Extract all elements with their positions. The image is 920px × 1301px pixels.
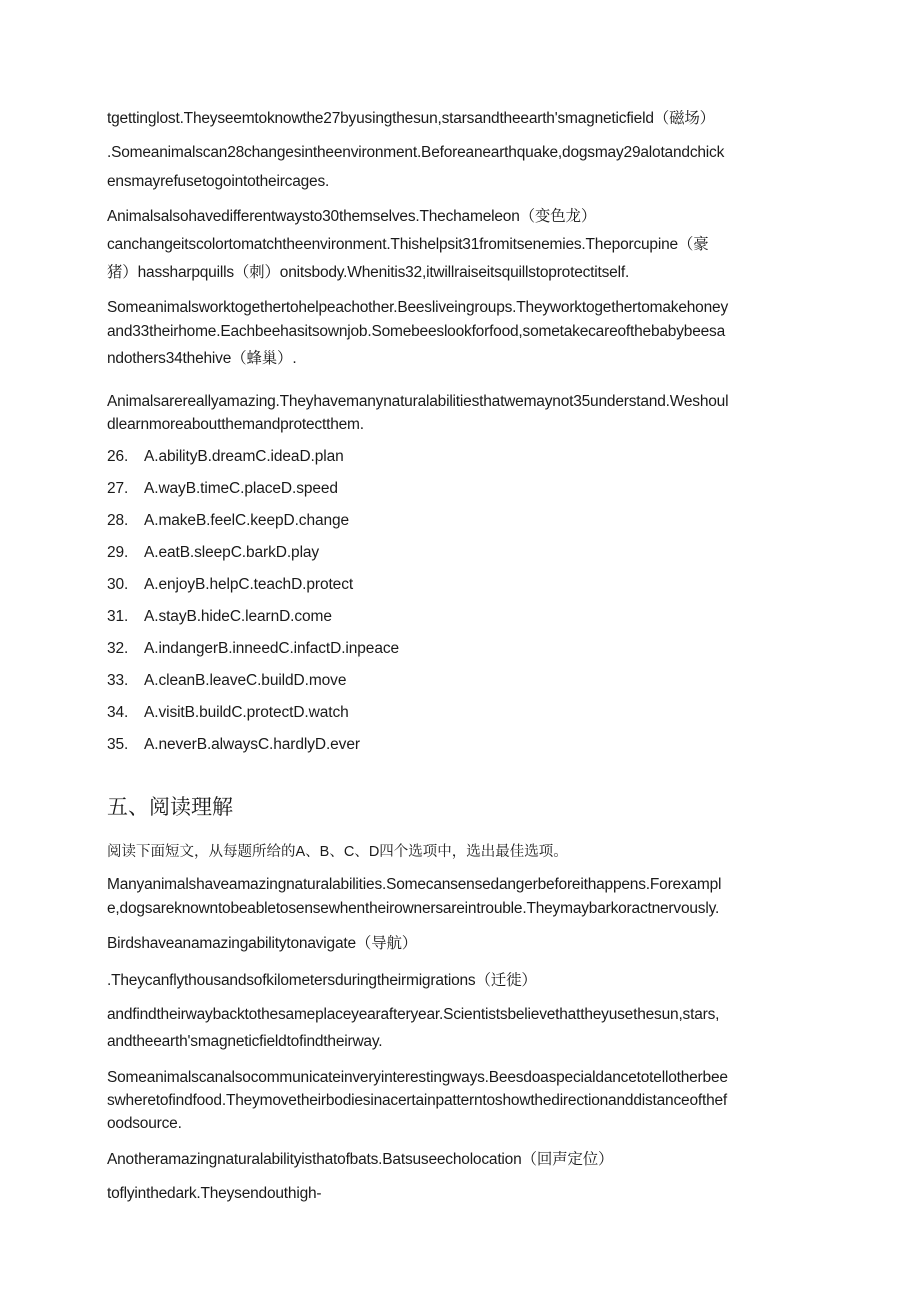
question-number: 26. — [107, 448, 129, 465]
cloze-line: 猪）hassharpquills（刺）onitsbody.Whenitis32,itwillraiseitsquillstoprotectitself. — [107, 264, 630, 281]
question-number: 29. — [107, 544, 129, 561]
question-options: A.makeB.feelC.keepD.change — [144, 512, 350, 529]
question-number: 30. — [107, 576, 129, 593]
question-item — [107, 638, 399, 660]
reading-line: Someanimalscanalsocommunicateinveryinterestingways.Beesdoaspecialdancetotellotherbee — [107, 1069, 728, 1086]
question-number: 32. — [107, 640, 129, 657]
question-options: A.indangerB.inneedC.infactD.inpeace — [144, 640, 400, 657]
cloze-line: canchangeitscolortomatchtheenvironment.Thishelpsit31fromitsenemies.Theporcupine（豪 — [107, 236, 709, 253]
reading-line: .Theycanflythousandsofkilometersduringtheirmigrations（迁徙） — [107, 972, 537, 989]
question-number: 34. — [107, 704, 129, 721]
question-item — [107, 702, 349, 724]
question-item — [107, 734, 360, 756]
reading-line: andtheearth'smagneticfieldtofindtheirway. — [107, 1033, 383, 1050]
section-instruction: 阅读下面短文，从每题所给的A、B、C、D四个选项中，选出最佳选项。 — [107, 844, 568, 860]
reading-line: Anotheramazingnaturalabilityisthatofbats.Batsuseecholocation（回声定位） — [107, 1151, 614, 1168]
reading-line: swheretofindfood.Theymovetheirbodiesinacertainpatterntoshowthedirectionanddistanceofthef — [107, 1092, 728, 1109]
question-options: A.stayB.hideC.learnD.come — [144, 608, 332, 625]
cloze-line: Animalsarereallyamazing.Theyhavemanynaturalabilitiesthatwemaynot35understand.Weshoul — [107, 393, 729, 410]
question-item — [107, 542, 319, 564]
question-options: A.visitB.buildC.protectD.watch — [144, 704, 349, 721]
reading-line: e,dogsareknowntobeabletosensewhentheirownersareintrouble.Theymaybarkoractnervously. — [107, 900, 720, 917]
question-item — [107, 670, 346, 692]
question-item — [107, 574, 353, 596]
cloze-line: dlearnmoreaboutthemandprotectthem. — [107, 416, 364, 433]
cloze-line: and33theirhome.Eachbeehasitsownjob.Somebeeslookforfood,sometakecareofthebabybeesa — [107, 323, 726, 340]
question-options: A.neverB.alwaysC.hardlyD.ever — [144, 736, 360, 753]
question-number: 28. — [107, 512, 129, 529]
cloze-line: tgettinglost.Theyseemtoknowthe27byusingthesun,starsandtheearth'smagneticfield（磁场） — [107, 110, 715, 127]
reading-line: toflyinthedark.Theysendouthigh- — [107, 1185, 322, 1202]
question-number: 35. — [107, 736, 129, 753]
question-options: A.abilityB.dreamC.ideaD.plan — [144, 448, 344, 465]
question-options: A.wayB.timeC.placeD.speed — [144, 480, 338, 497]
reading-line: Birdshaveanamazingabilitytonavigate（导航） — [107, 935, 418, 952]
question-item — [107, 446, 344, 468]
cloze-line: ensmayrefusetogointotheircages. — [107, 173, 330, 190]
reading-line: andfindtheirwaybacktothesameplaceyearafteryear.Scientistsbelievethattheyusethesun,stars, — [107, 1006, 720, 1023]
question-number: 31. — [107, 608, 129, 625]
reading-line: Manyanimalshaveamazingnaturalabilities.Somecansensedangerbeforeithappens.Forexampl — [107, 876, 722, 893]
question-number: 27. — [107, 480, 129, 497]
question-item — [107, 510, 349, 532]
cloze-line: .Someanimalscan28changesintheenvironment.Beforeanearthquake,dogsmay29alotandchick — [107, 144, 725, 161]
cloze-line: ndothers34thehive（蜂巢）. — [107, 350, 297, 367]
section-heading: 五、阅读理解 — [107, 795, 233, 819]
question-item — [107, 606, 332, 628]
question-options: A.eatB.sleepC.barkD.play — [144, 544, 320, 561]
question-options: A.enjoyB.helpC.teachD.protect — [144, 576, 354, 593]
question-options: A.cleanB.leaveC.buildD.move — [144, 672, 347, 689]
question-item — [107, 478, 338, 500]
cloze-line: Animalsalsohavedifferentwaysto30themselves.Thechameleon（变色龙） — [107, 208, 597, 225]
question-number: 33. — [107, 672, 129, 689]
cloze-line: Someanimalsworktogethertohelpeachother.Beesliveingroups.Theyworktogethertomakehoney — [107, 299, 728, 316]
reading-line: oodsource. — [107, 1115, 182, 1132]
